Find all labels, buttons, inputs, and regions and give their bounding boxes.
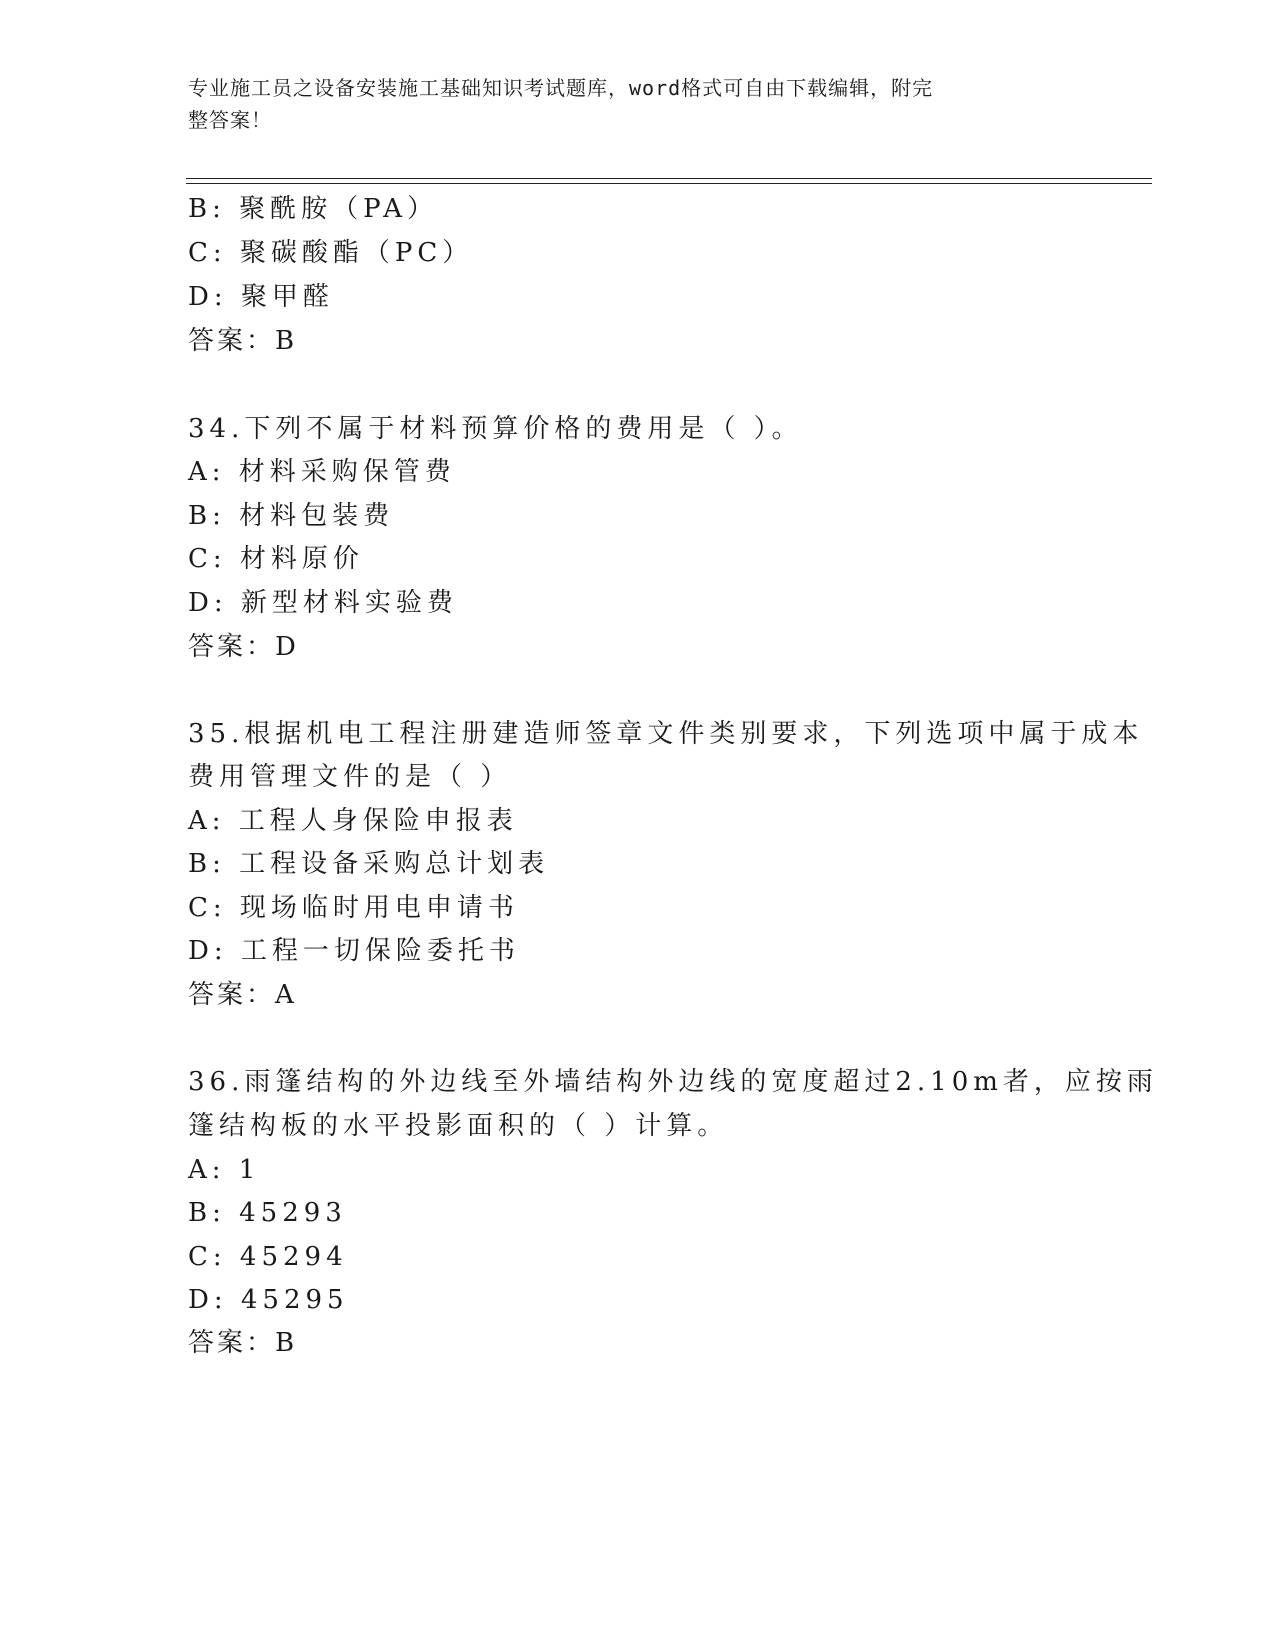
header-line-1: 专业施工员之设备安装施工基础知识考试题库，word格式可自由下载编辑，附完 <box>188 76 934 100</box>
q35-answer: 答案：A <box>188 980 297 1010</box>
q36-option-d: D: 45295 <box>188 1285 349 1315</box>
q36-answer: 答案：B <box>188 1328 298 1358</box>
q34-option-c: C: 材料原价 <box>188 544 364 574</box>
q33-option-c: C: 聚碳酸酯（PC） <box>188 238 474 268</box>
header-divider-bottom <box>186 183 1152 184</box>
q34-stem: 34.下列不属于材料预算价格的费用是（ ）。 <box>188 414 803 444</box>
q35-option-b: B: 工程设备采购总计划表 <box>188 849 550 879</box>
document-header <box>188 72 1068 136</box>
q36-stem-line-1: 36.雨篷结构的外边线至外墙结构外边线的宽度超过2.10m者，应按雨 <box>188 1067 1158 1097</box>
q36-stem-line-2: 篷结构板的水平投影面积的（ ）计算。 <box>188 1111 729 1141</box>
q33-answer: 答案：B <box>188 326 298 356</box>
header-line-2: 整答案！ <box>188 108 272 132</box>
q35-stem-line-1: 35.根据机电工程注册建造师签章文件类别要求，下列选项中属于成本 <box>188 719 1144 749</box>
q34-option-b: B: 材料包装费 <box>188 501 395 531</box>
q34-option-d: D: 新型材料实验费 <box>188 588 458 618</box>
q33-option-d: D: 聚甲醛 <box>188 282 334 312</box>
q35-option-d: D: 工程一切保险委托书 <box>188 936 520 966</box>
q36-option-b: B: 45293 <box>188 1198 347 1228</box>
q36-option-c: C: 45294 <box>188 1242 348 1272</box>
q36-option-a: A: 1 <box>188 1155 261 1185</box>
header-divider-top <box>186 178 1152 179</box>
q33-option-b: B: 聚酰胺（PA） <box>188 194 439 224</box>
q34-answer: 答案：D <box>188 632 299 662</box>
q35-option-a: A: 工程人身保险申报表 <box>188 806 518 836</box>
q35-stem-line-2: 费用管理文件的是（ ） <box>188 762 512 792</box>
q35-option-c: C: 现场临时用电申请书 <box>188 893 519 923</box>
q34-option-a: A: 材料采购保管费 <box>188 457 456 487</box>
